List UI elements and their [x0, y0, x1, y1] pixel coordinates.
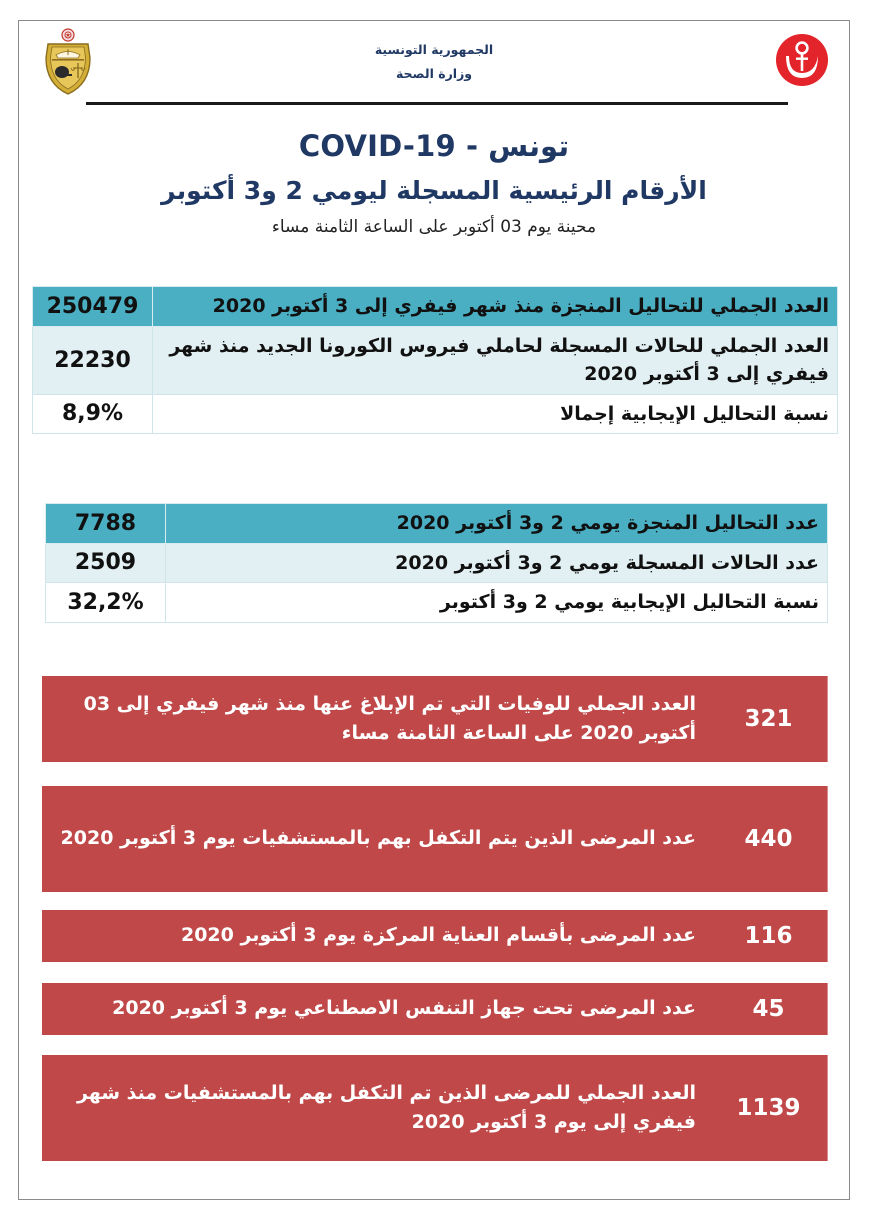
table-row [33, 394, 838, 434]
ministry-name: وزارة الصحة [395, 65, 473, 81]
cumulative-totals-body [33, 287, 838, 434]
title-block [18, 128, 850, 240]
row-label: نسبة التحاليل الإيجابية إجمالا [153, 394, 838, 434]
ministry-of-health-logo-icon [774, 32, 830, 88]
row-value: 7788 [46, 504, 166, 544]
row-label: نسبة التحاليل الإيجابية يومي 2 و3 أكتوبر [166, 583, 828, 623]
stat-value: 1139 [710, 1055, 828, 1161]
row-label: العدد الجملي للتحاليل المنجزة منذ شهر فيفري إلى 3 أكتوبر 2020 [153, 287, 838, 327]
stat-label: العدد الجملي للوفيات التي تم الإبلاغ عنها منذ شهر فيفري إلى 03 أكتوبر 2020 على الساعة الثامنة مساء [83, 692, 696, 744]
table-row [46, 504, 828, 544]
stat-value: 45 [710, 983, 828, 1035]
stat-block-ventilator-patients [42, 983, 828, 1035]
row-value: 32,2% [46, 583, 166, 623]
table-row [33, 287, 838, 327]
row-value: 2509 [46, 543, 166, 583]
stat-block-total-hospitalized [42, 1055, 828, 1161]
row-label: عدد الحالات المسجلة يومي 2 و3 أكتوبر 2020 [166, 543, 828, 583]
row-value: 22230 [33, 326, 153, 394]
stat-value: 116 [710, 910, 828, 962]
stat-label: عدد المرضى بأقسام العناية المركزة يوم 3 أكتوبر 2020 [180, 924, 696, 947]
table-row [46, 543, 828, 583]
stat-label: عدد المرضى تحت جهاز التنفس الاصطناعي يوم 3 أكتوبر 2020 [112, 997, 696, 1020]
page-title: تونس - COVID-19 [298, 129, 570, 163]
daily-figures-body [46, 504, 828, 623]
header-divider [86, 102, 788, 105]
daily-figures-table [45, 503, 828, 623]
stat-value: 440 [710, 786, 828, 892]
table-row [33, 326, 838, 394]
table-row [46, 583, 828, 623]
header-ministry-text [18, 38, 850, 86]
row-value: 250479 [33, 287, 153, 327]
stat-block-current-hospitalized [42, 786, 828, 892]
stat-label: عدد المرضى الذين يتم التكفل بهم بالمستشفيات يوم 3 أكتوبر 2020 [60, 827, 696, 850]
update-timestamp-note: محينة يوم 03 أكتوبر على الساعة الثامنة مساء [271, 217, 597, 237]
republic-name: الجمهورية التونسية [374, 42, 494, 57]
stat-block-total-deaths [42, 676, 828, 762]
document-header [18, 20, 850, 106]
row-label: العدد الجملي للحالات المسجلة لحاملي فيروس الكورونا الجديد منذ شهر فيفري إلى 3 أكتوبر 2020 [153, 326, 838, 394]
stat-block-icu-patients [42, 910, 828, 962]
page-subtitle: الأرقام الرئيسية المسجلة ليومي 2 و3 أكتوبر [161, 176, 707, 206]
stat-label: العدد الجملي للمرضى الذين تم التكفل بهم بالمستشفيات منذ شهر فيفري إلى يوم 3 أكتوبر 2020 [76, 1081, 696, 1133]
stat-value: 321 [710, 676, 828, 762]
row-label: عدد التحاليل المنجزة يومي 2 و3 أكتوبر 2020 [166, 504, 828, 544]
row-value: 8,9% [33, 394, 153, 434]
cumulative-totals-table [32, 286, 838, 434]
